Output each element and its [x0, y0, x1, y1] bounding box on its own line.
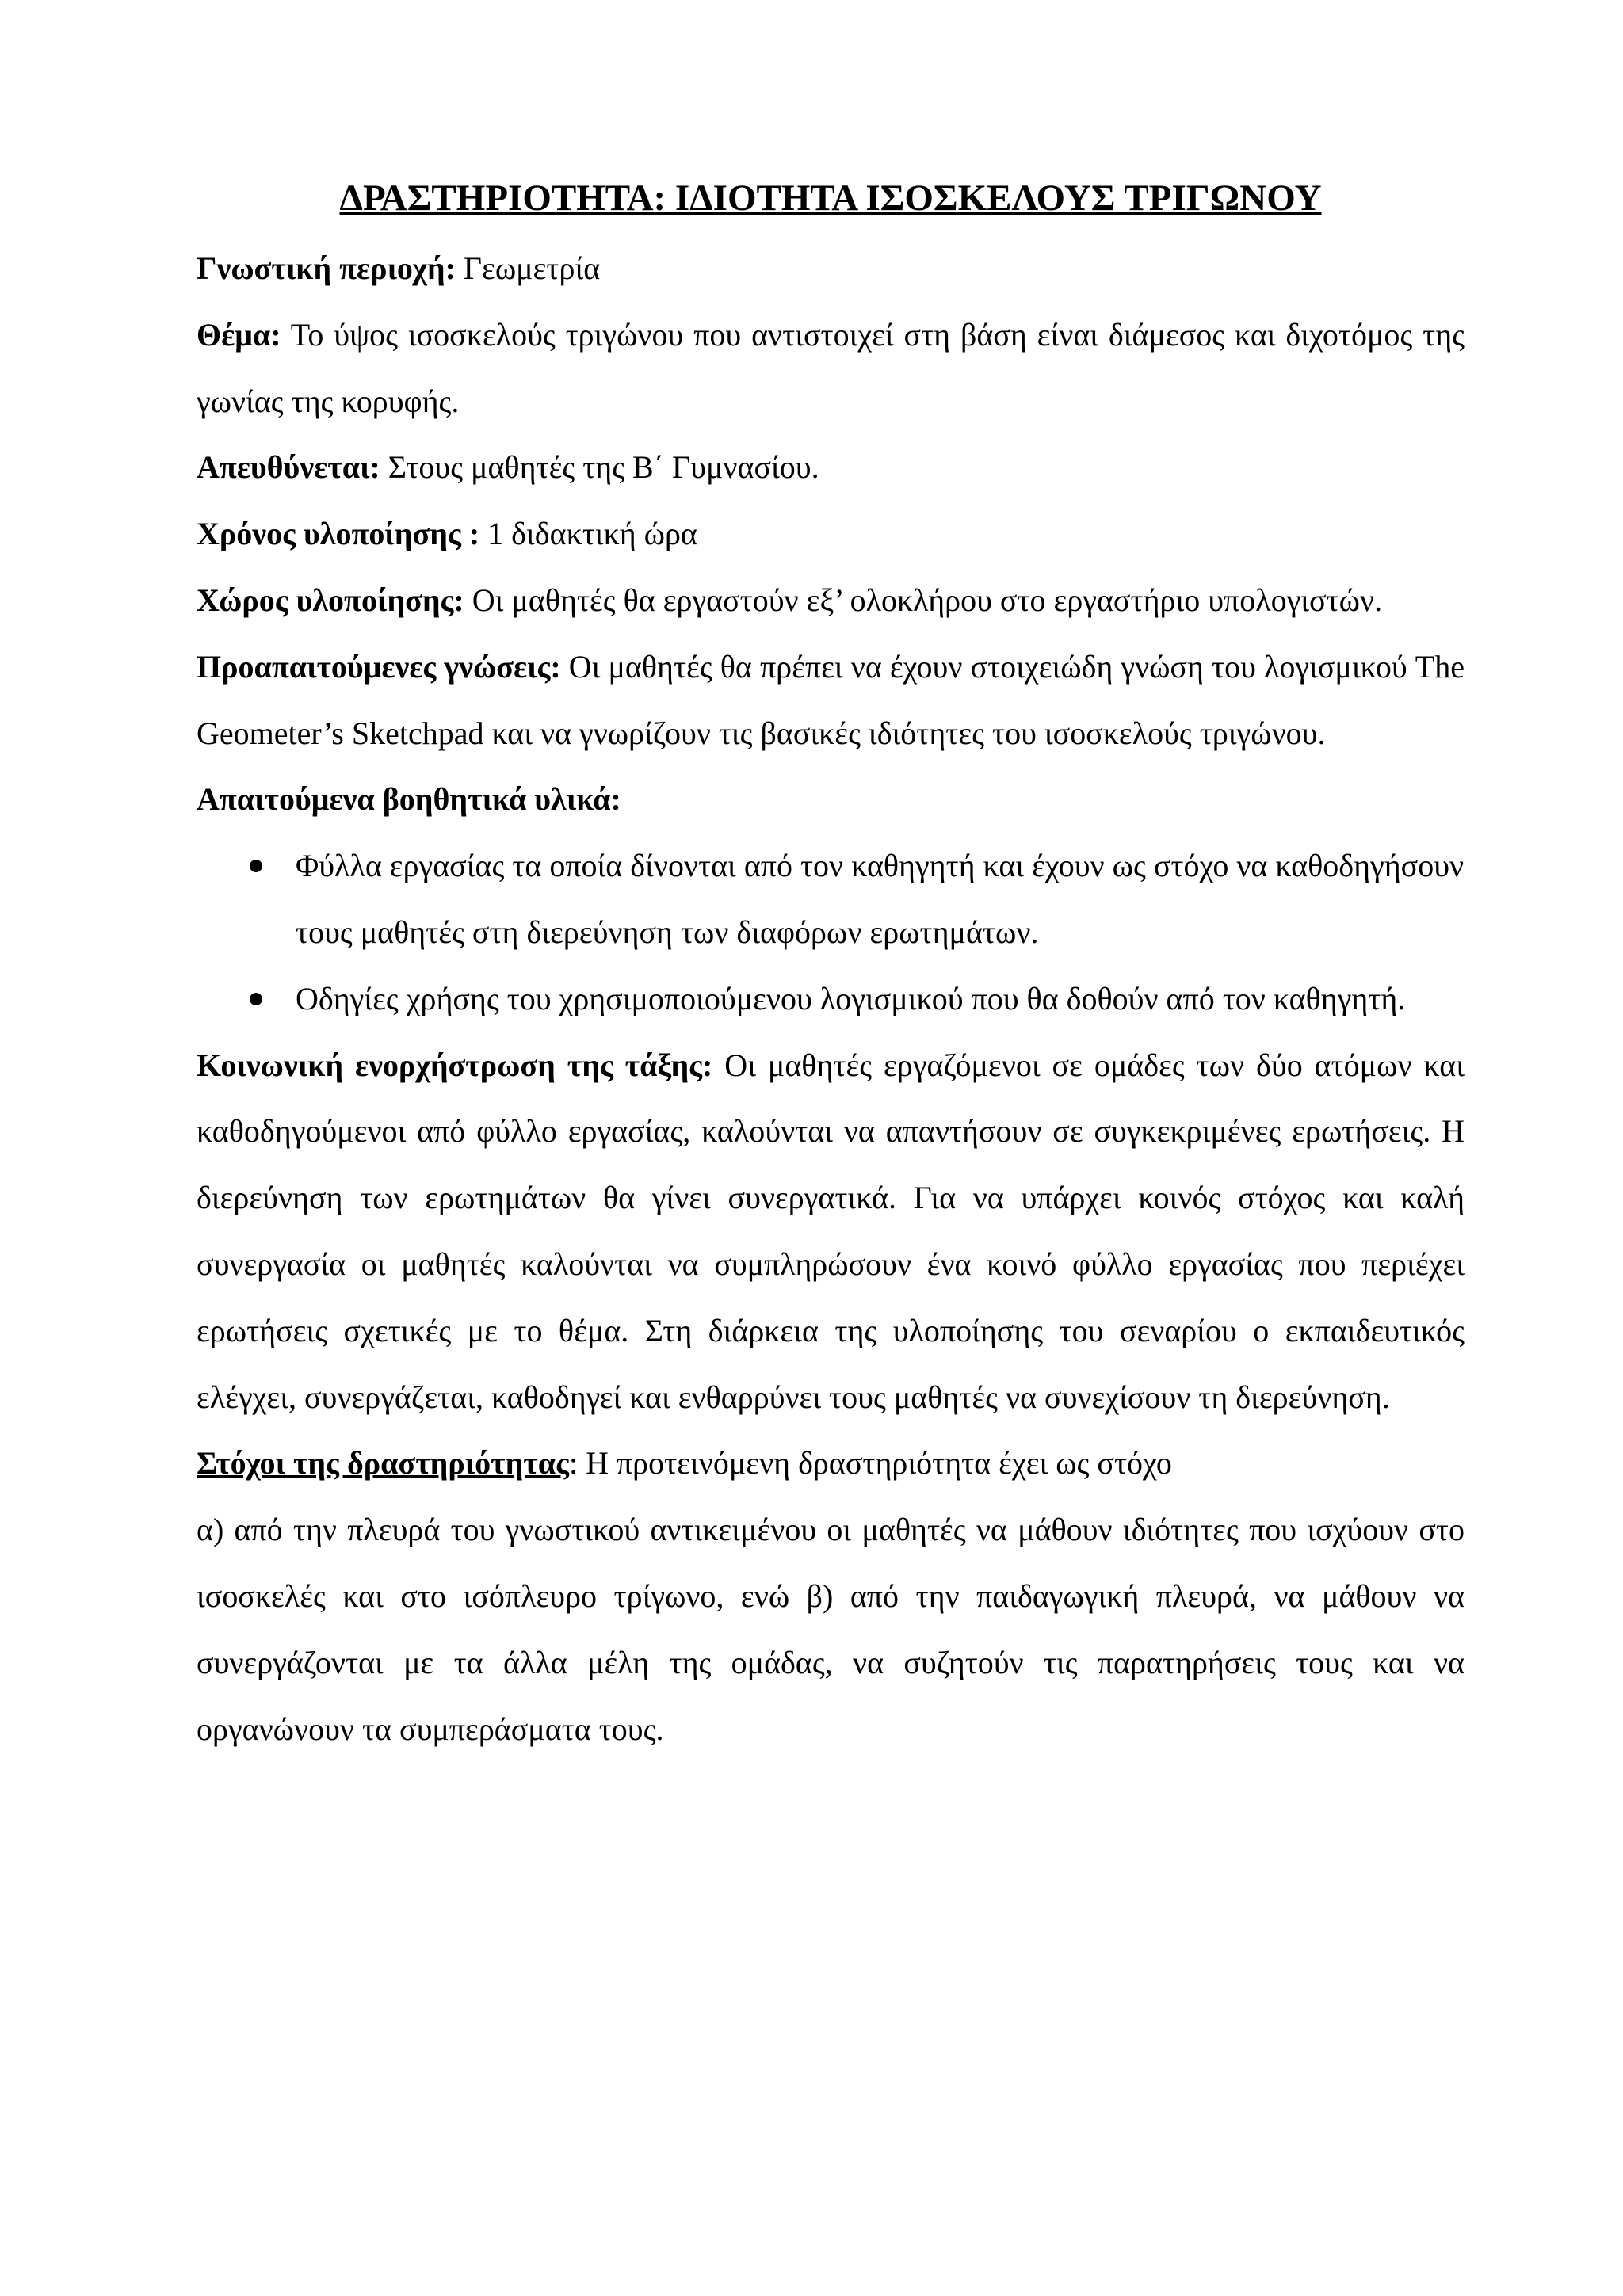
field-time-value: 1 διδακτική ώρα: [479, 516, 697, 552]
field-area-label: Γνωστική περιοχή:: [197, 250, 456, 286]
materials-list: [197, 833, 1465, 1032]
materials-heading: [197, 766, 1465, 833]
document-body: [197, 162, 1465, 1762]
list-item: [197, 833, 1465, 966]
goals-label: Στόχοι της δραστηριότητας: [197, 1445, 569, 1482]
bullet-icon: [250, 993, 262, 1005]
field-area-value: Γεωμετρία: [455, 250, 601, 286]
field-prereq: [197, 634, 1465, 767]
field-topic-label: Θέμα:: [197, 316, 281, 353]
organization-label: Κοινωνική ενορχήστρωση της τάξης:: [197, 1047, 713, 1083]
list-item-text: Φύλλα εργασίας τα οποία δίνονται από τον καθηγητή και έχουν ως στόχο να καθοδηγήσουν τους μαθητές στη διερεύνηση των διαφόρων ερωτημάτων.: [296, 848, 1465, 950]
organization-text: Οι μαθητές εργαζόμενοι σε ομάδες των δύο ατόμων και καθοδηγούμενοι από φύλλο εργασίας, καλούνται να απαντήσουν σε συγκεκριμένες ερωτήσεις. Η διερεύνηση των ερωτημάτων θα γίνει συνεργατικά. Για να υπάρχει κοινός στόχος και καλή συνεργασία οι μαθητές καλούνται να συμπληρώσουν ένα κοινό φύλλο εργασίας που περιέχει ερωτήσεις σχετικές με το θέμα. Στη διάρκεια της υλοποίησης του σεναρίου ο εκπαιδευτικός ελέγχει, συνεργάζεται, καθοδηγεί και ενθαρρύνει τους μαθητές να συνεχίσουν τη διερεύνηση.: [197, 1047, 1465, 1415]
field-audience-label: Απευθύνεται:: [197, 449, 380, 486]
field-topic: [197, 302, 1465, 435]
document-title: ΔΡΑΣΤΗΡΙΟΤΗΤΑ: ΙΔΙΟΤΗΤΑ ΙΣΟΣΚΕΛΟΥΣ ΤΡΙΓΩΝΟΥ: [339, 177, 1322, 219]
field-audience: [197, 434, 1465, 501]
field-time-label: Χρόνος υλοποίησης :: [197, 516, 480, 552]
field-place-value: Οι μαθητές θα εργαστούν εξ’ ολοκλήρου στο εργαστήριο υπολογιστών.: [464, 582, 1383, 618]
field-audience-value: Στους μαθητές της Β΄ Γυμνασίου.: [380, 449, 819, 486]
field-place-label: Χώρος υλοποίησης:: [197, 582, 464, 618]
field-place: [197, 567, 1465, 634]
bullet-icon: [250, 860, 262, 872]
field-prereq-value: Οι μαθητές θα πρέπει να έχουν στοιχειώδη γνώση του λογισμικού The Geometer’s Sketchpad και να γνωρίζουν τις βασικές ιδιότητες του ισοσκελούς τριγώνου.: [197, 648, 1465, 751]
field-prereq-label: Προαπαιτούμενες γνώσεις:: [197, 648, 561, 685]
list-item: [197, 966, 1465, 1032]
list-item-text: Οδηγίες χρήσης του χρησιμοποιούμενου λογισμικού που θα δοθούν από τον καθηγητή.: [296, 980, 1406, 1016]
goals-paragraph: α) από την πλευρά του γνωστικού αντικειμένου οι μαθητές να μάθουν ιδιότητες που ισχύουν στο ισοσκελές και στο ισόπλευρο τρίγωνο, ενώ β) από την παιδαγωγική πλευρά, να μάθουν να συνεργάζονται με τα άλλα μέλη της ομάδας, να συζητούν τις παρατηρήσεις τους και να οργανώνουν τα συμπεράσματα τους.: [197, 1512, 1465, 1747]
field-area: [197, 235, 1465, 302]
organization-paragraph: [197, 1032, 1465, 1431]
field-topic-value: Το ύψος ισοσκελούς τριγώνου που αντιστοιχεί στη βάση είναι διάμεσος και διχοτόμος της γωνίας της κορυφής.: [197, 316, 1465, 419]
field-time: [197, 501, 1465, 567]
goals-intro: [197, 1430, 1465, 1497]
goals-intro-text: : Η προτεινόμενη δραστηριότητα έχει ως στόχο: [568, 1445, 1172, 1482]
materials-label: Απαιτούμενα βοηθητικά υλικά:: [197, 781, 621, 818]
